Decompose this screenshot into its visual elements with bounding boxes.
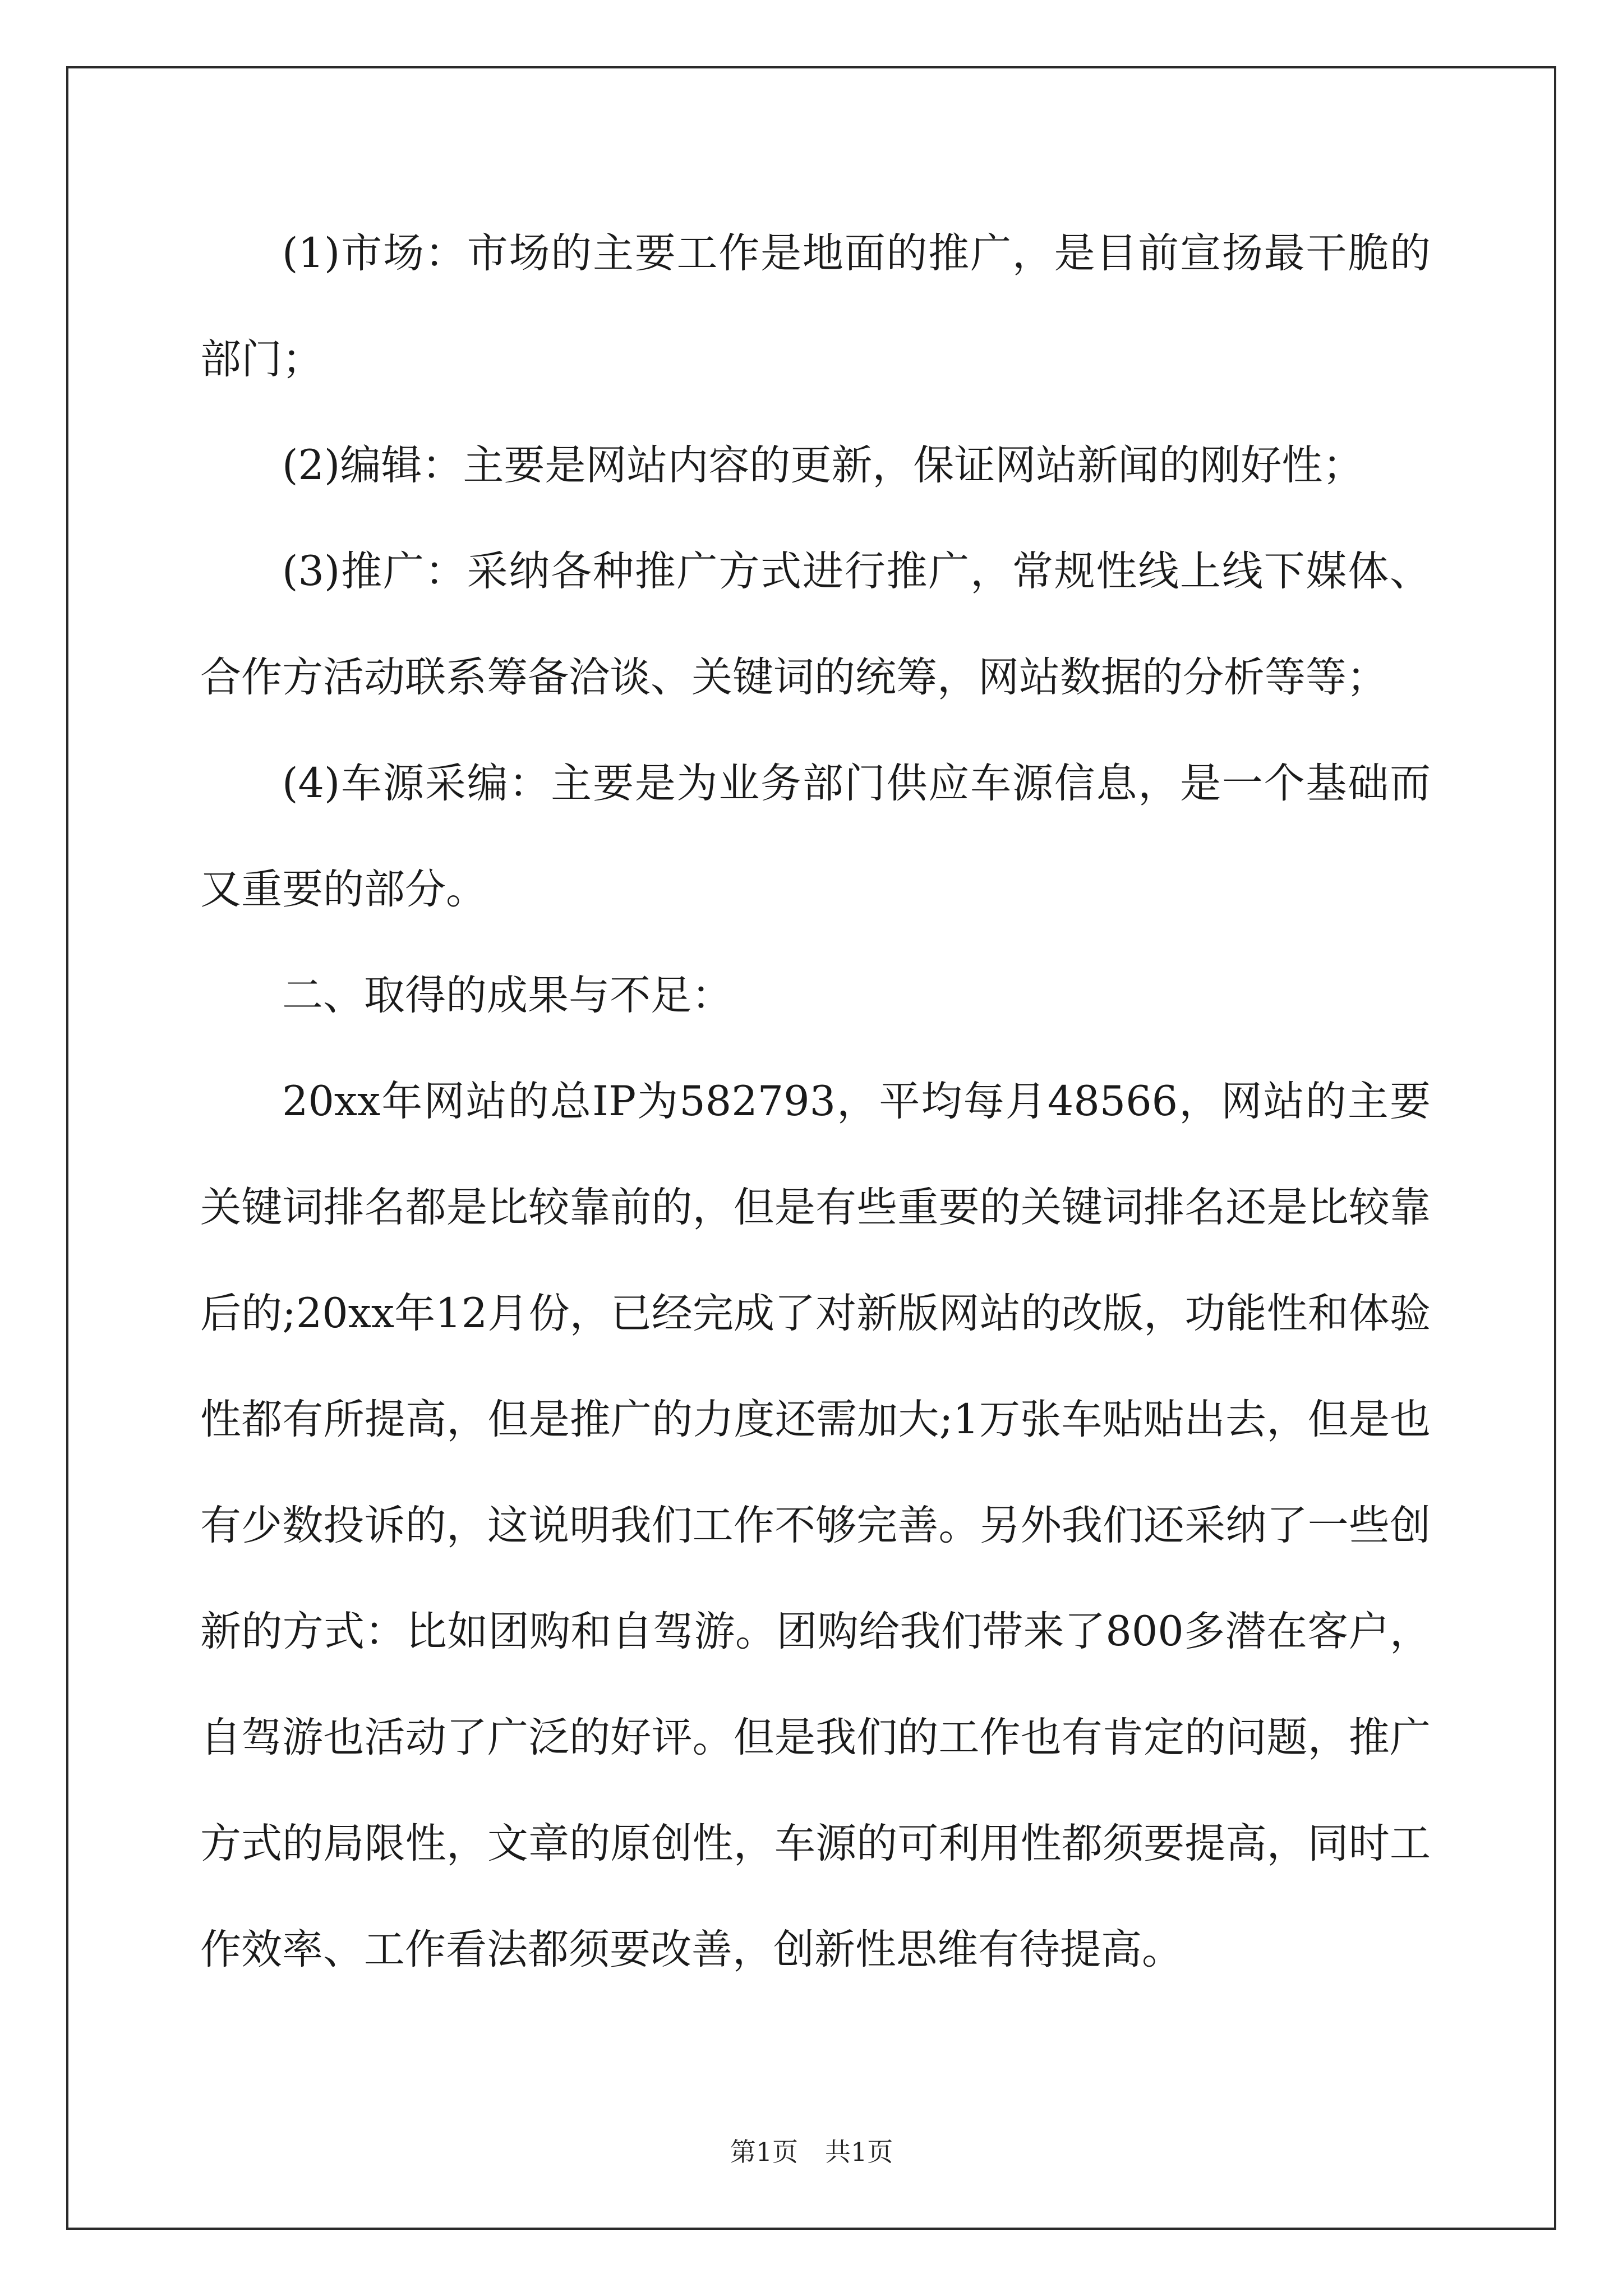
page-footer <box>0 2135 1623 2169</box>
paragraph-promotion: (3)推广：采纳各种推广方式进行推广，常规性线上线下媒体、合作方活动联系筹备洽谈、关键词的统筹，网站数据的分析等等； <box>200 547 1431 701</box>
document-body <box>200 200 1431 2003</box>
section-heading-results: 二、取得的成果与不足： <box>282 972 732 1019</box>
paragraph-market: (1)市场：市场的主要工作是地面的推广，是目前宣扬最干脆的部门； <box>200 229 1431 383</box>
page-number: 第1页 <box>730 2137 798 2167</box>
paragraph-editing: (2)编辑：主要是网站内容的更新，保证网站新闻的刚好性； <box>282 441 1364 489</box>
paragraph-results: 20xx年网站的总IP为582793，平均每月48566，网站的主要关键词排名都是比较靠前的，但是有些重要的关键词排名还是比较靠后的;20xx年12月份，已经完成了对新版网站的改版，功能性和体验性都有所提高，但是推广的力度还需加大;1万张车贴贴出去，但是也有少数投诉的，这说明我们工作不够完善。另外我们还采纳了一些创新的方式：比如团购和自驾游。团购给我们带来了800多潜在客户，自驾游也活动了广泛的好评。但是我们的工作也有肯定的问题，推广方式的局限性，文章的原创性，车源的可利用性都须要提高，同时工作效率、工作看法都须要改善，创新性思维有待提高。 <box>200 1078 1431 1973</box>
page-total: 共1页 <box>825 2137 893 2167</box>
paragraph-vehicle-sourcing: (4)车源采编：主要是为业务部门供应车源信息，是一个基础而又重要的部分。 <box>200 760 1431 913</box>
